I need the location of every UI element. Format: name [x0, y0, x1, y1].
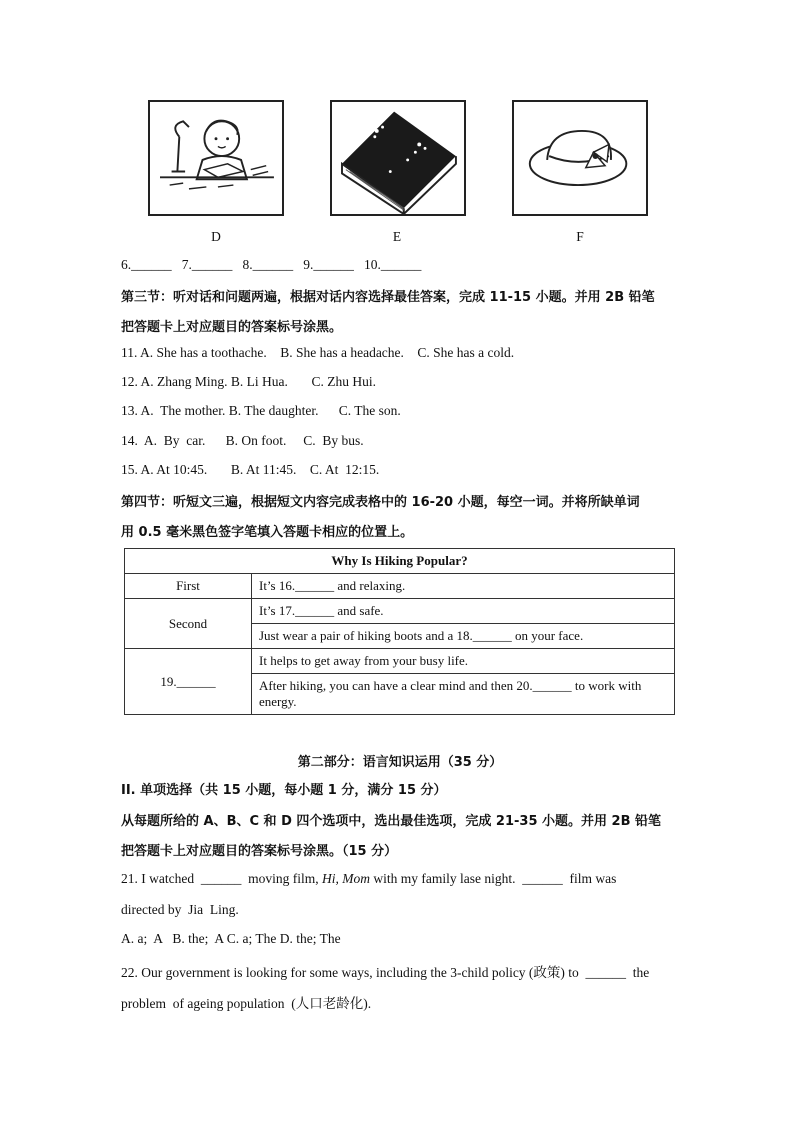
- picture-letter-e: E: [392, 229, 402, 244]
- question-11[interactable]: 11. A. She has a toothache. B. She has a headache. C. She has a cold.: [121, 345, 515, 360]
- table-title: Why Is Hiking Popular?: [125, 549, 675, 574]
- part2-heading: 第二部分：语言知识运用（35 分）: [297, 755, 503, 770]
- table-row: [125, 649, 675, 674]
- picture-f: [512, 100, 648, 216]
- row-label-19[interactable]: 19.______: [125, 649, 252, 715]
- picture-letter-d: D: [211, 229, 221, 244]
- row-item[interactable]: It’s 17.______ and safe.: [252, 599, 675, 624]
- picture-letter-f: F: [576, 229, 584, 244]
- picture-d: [148, 100, 284, 216]
- boy-studying-icon: [150, 102, 282, 214]
- question-21[interactable]: [121, 871, 679, 887]
- row-item: It helps to get away from your busy life.: [252, 649, 675, 674]
- hat-icon: [514, 102, 646, 214]
- table-row: [125, 599, 675, 624]
- q21-before: 21. I watched ______ moving film,: [121, 871, 322, 886]
- question-21-options[interactable]: A. a; A B. the; A C. a; The D. the; The: [121, 931, 341, 946]
- question-22-cont: problem of ageing population (人口老龄化).: [121, 996, 372, 1011]
- question-15[interactable]: 15. A. At 10:45. B. At 11:45. C. At 12:15.: [121, 462, 380, 477]
- table-row: [125, 574, 675, 599]
- row-label-second: Second: [125, 599, 252, 649]
- part2-subheading: II. 单项选择（共 15 小题，每小题 1 分，满分 15 分）: [121, 783, 447, 798]
- section4-instruction: 第四节：听短文三遍，根据短文内容完成表格中的 16-20 小题，每空一词。并将所缺单词: [121, 495, 640, 510]
- section3-instruction-cont: 把答题卡上对应题目的答案标号涂黑。: [121, 320, 343, 335]
- part2-instruction: 从每题所给的 A、B、C 和 D 四个选项中，选出最佳选项，完成 21-35 小题。并用 2B 铅笔: [121, 814, 662, 829]
- picture-e: [330, 100, 466, 216]
- question-21-cont: directed by Jia Ling.: [121, 902, 239, 917]
- answer-blanks[interactable]: 6.______ 7.______ 8.______ 9.______ 10.______: [121, 257, 422, 272]
- row-label-first: First: [125, 574, 252, 599]
- question-12[interactable]: 12. A. Zhang Ming. B. Li Hua. C. Zhu Hui.: [121, 374, 376, 389]
- question-22[interactable]: 22. Our government is looking for some ways, including the 3-child policy (政策) to ______ the: [121, 965, 650, 980]
- row-item[interactable]: It’s 16.______ and relaxing.: [252, 574, 675, 599]
- film-title-1: Hi,: [321, 871, 339, 886]
- question-14[interactable]: 14. A. By car. B. On foot. C. By bus.: [121, 433, 364, 448]
- row-item[interactable]: After hiking, you can have a clear mind and then 20.______ to work with energy.: [252, 674, 675, 715]
- section3-instruction: 第三节：听对话和问题两遍，根据对话内容选择最佳答案，完成 11-15 小题。并用 2B 铅笔: [121, 290, 655, 305]
- book-icon: [332, 102, 464, 214]
- part2-instruction-cont: 把答题卡上对应题目的答案标号涂黑。（15 分）: [121, 844, 398, 859]
- q21-after: with my family lase night. ______ film was: [369, 871, 617, 886]
- section4-instruction-cont: 用 0.5 毫米黑色签字笔填入答题卡相应的位置上。: [121, 525, 414, 540]
- film-title-2: Mom: [342, 871, 370, 886]
- hiking-table: [124, 548, 675, 715]
- question-13[interactable]: 13. A. The mother. B. The daughter. C. The son.: [121, 403, 401, 418]
- row-item[interactable]: Just wear a pair of hiking boots and a 18.______ on your face.: [252, 624, 675, 649]
